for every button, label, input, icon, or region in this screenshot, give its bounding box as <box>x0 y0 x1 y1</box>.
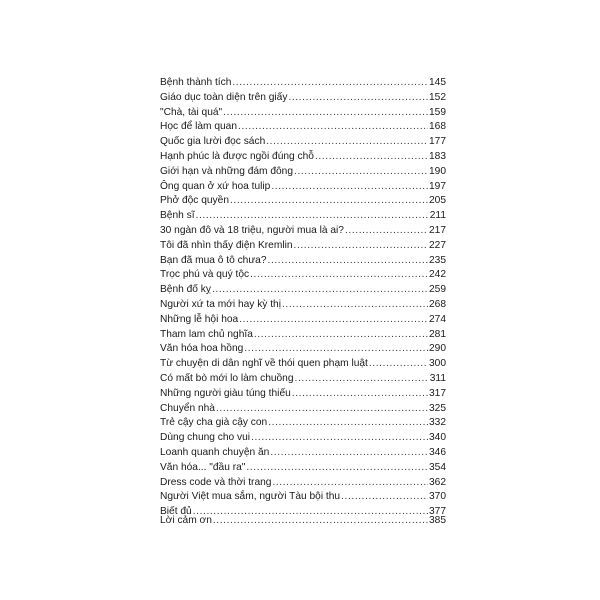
toc-entry <box>160 298 446 313</box>
toc-entry-title: Tôi đã nhìn thấy điện Kremlin <box>160 239 293 251</box>
toc-entry-title: Phở độc quyền <box>160 195 229 207</box>
toc-entry-title: "Chà, tài quá" <box>160 106 223 118</box>
toc-entry-title: Người Việt mua sắm, người Tàu bội thu <box>160 491 341 503</box>
toc-entry-title: Học để làm quan <box>160 121 238 133</box>
toc-leader-dots <box>294 165 428 180</box>
toc-entry-page: 235 <box>429 254 446 266</box>
toc-entry-page: 332 <box>429 417 446 429</box>
toc-leader-dots <box>212 283 428 298</box>
toc-entry-title: Bạn đã mua ô tô chưa? <box>160 254 267 266</box>
toc-entry-title: Có mất bò mới lo làm chuồng <box>160 372 294 384</box>
toc-entry-page: 274 <box>429 313 446 325</box>
toc-entry <box>160 490 446 505</box>
toc-entry-page: 377 <box>429 506 446 518</box>
toc-entry-title: Dùng chung cho vui <box>160 432 251 444</box>
toc-entry <box>160 416 446 431</box>
toc-leader-dots <box>254 328 428 343</box>
toc-entry-page: 183 <box>429 150 446 162</box>
toc-entry-page: 211 <box>429 210 446 222</box>
toc-leader-dots <box>196 209 429 224</box>
toc-entry-title: Bệnh thành tích <box>160 77 232 88</box>
toc-entry <box>160 328 446 343</box>
toc-acknowledgement-section <box>160 514 446 529</box>
toc-entry <box>160 91 446 106</box>
toc-leader-dots <box>282 298 428 313</box>
toc-entry <box>160 254 446 269</box>
toc-entry-title: 30 ngàn đô và 18 triệu, người mua là ai? <box>160 224 344 236</box>
toc-entry <box>160 209 446 224</box>
toc-entry <box>160 402 446 417</box>
toc-entry-page: 159 <box>429 106 446 118</box>
toc-entry-page: 242 <box>429 269 446 281</box>
toc-entry-page: 259 <box>429 284 446 296</box>
toc-entry <box>160 150 446 165</box>
toc-entry <box>160 342 446 357</box>
toc-entry-title: Biết đủ <box>160 506 192 518</box>
toc-leader-dots <box>223 106 428 121</box>
toc-leader-dots <box>315 150 428 165</box>
toc-entry-title: Những người giàu túng thiếu <box>160 387 291 399</box>
toc-entry-page: 362 <box>429 476 446 488</box>
toc-entry <box>160 283 446 298</box>
toc-leader-dots <box>230 194 428 209</box>
toc-entry-title: Dress code và thời trang <box>160 476 272 488</box>
toc-entry-title: Bệnh đố kỵ <box>160 284 211 296</box>
toc-entry <box>160 165 446 180</box>
toc-entry <box>160 180 446 195</box>
toc-leader-dots <box>268 416 428 431</box>
toc-entry-page: 190 <box>429 165 446 177</box>
toc-leader-dots <box>213 514 428 529</box>
toc-leader-dots <box>244 342 428 357</box>
toc-entry <box>160 357 446 372</box>
toc-entry-title: Giới hạn và những đám đông <box>160 165 294 177</box>
toc-entry-page: 317 <box>429 387 446 399</box>
toc-entry <box>160 106 446 121</box>
toc-entry-title: Loanh quanh chuyện ăn <box>160 446 270 458</box>
table-of-contents <box>160 76 446 520</box>
toc-entry-page: 281 <box>429 328 446 340</box>
toc-entry-page: 300 <box>429 358 446 370</box>
toc-entry <box>160 194 446 209</box>
toc-entry <box>160 431 446 446</box>
toc-entry-page: 370 <box>429 491 446 503</box>
toc-entry <box>160 135 446 150</box>
toc-entry-page: 311 <box>429 372 446 384</box>
toc-entry <box>160 313 446 328</box>
toc-entry-page: 177 <box>429 136 446 148</box>
toc-entry <box>160 268 446 283</box>
toc-entry-page: 168 <box>429 121 446 133</box>
toc-entry <box>160 120 446 135</box>
toc-entry-title: Người xứ ta mới hay kỳ thị <box>160 298 281 310</box>
toc-entry <box>160 76 446 91</box>
toc-leader-dots <box>294 239 428 254</box>
toc-entry-page: 145 <box>429 77 446 88</box>
toc-entry-page: 325 <box>429 402 446 414</box>
toc-leader-dots <box>251 431 428 446</box>
toc-leader-dots <box>288 91 428 106</box>
toc-leader-dots <box>341 490 428 505</box>
toc-leader-dots <box>232 76 428 91</box>
toc-leader-dots <box>270 446 428 461</box>
toc-entry <box>160 461 446 476</box>
toc-entry <box>160 372 446 387</box>
toc-entry-title: Giáo dục toàn diện trên giấy <box>160 91 288 103</box>
toc-leader-dots <box>268 254 428 269</box>
toc-entry-title: Văn hóa hoa hồng <box>160 343 244 355</box>
toc-entry-page: 340 <box>429 432 446 444</box>
toc-entry <box>160 446 446 461</box>
toc-entry-page: 354 <box>429 461 446 473</box>
toc-entry-title: Văn hóa... "đầu ra" <box>160 461 246 473</box>
toc-leader-dots <box>369 357 428 372</box>
toc-leader-dots <box>295 372 429 387</box>
toc-leader-dots <box>239 313 428 328</box>
toc-entry-page: 268 <box>429 298 446 310</box>
toc-entry <box>160 387 446 402</box>
toc-entry-title: Từ chuyện di dân nghĩ về thói quen phạm luật <box>160 358 368 370</box>
toc-leader-dots <box>292 387 428 402</box>
toc-entry-page: 290 <box>429 343 446 355</box>
toc-leader-dots <box>238 120 428 135</box>
toc-entry-page: 217 <box>429 224 446 236</box>
toc-leader-dots <box>246 461 428 476</box>
toc-entry-page: 385 <box>429 515 446 526</box>
toc-entry-title: Tham lam chủ nghĩa <box>160 328 253 340</box>
toc-leader-dots <box>266 135 428 150</box>
toc-entry <box>160 239 446 254</box>
toc-entry-page: 197 <box>429 180 446 192</box>
toc-entry-title: Lời cảm ơn <box>160 515 212 526</box>
toc-entry-title: Hạnh phúc là được ngồi đúng chỗ <box>160 150 314 162</box>
toc-entry-title: Chuyển nhà <box>160 402 215 414</box>
toc-entry-page: 227 <box>429 239 446 251</box>
toc-entry-title: Trẻ cậy cha già cậy con <box>160 417 268 429</box>
toc-entry-title: Những lễ hội hoa <box>160 313 239 325</box>
toc-leader-dots <box>250 268 428 283</box>
toc-entry-title: Ông quan ở xứ hoa tulip <box>160 180 271 192</box>
toc-leader-dots <box>271 180 428 195</box>
toc-leader-dots <box>216 402 428 417</box>
toc-leader-dots <box>272 476 428 491</box>
toc-entry-title: Bệnh sĩ <box>160 210 195 222</box>
toc-entry-acknowledgement <box>160 514 446 529</box>
toc-entry-page: 152 <box>429 91 446 103</box>
toc-entry-page: 205 <box>429 195 446 207</box>
toc-entry <box>160 476 446 491</box>
toc-entry-title: Trọc phú và quý tộc <box>160 269 250 281</box>
toc-entry <box>160 224 446 239</box>
toc-leader-dots <box>345 224 428 239</box>
toc-entry-title: Quốc gia lười đọc sách <box>160 136 266 148</box>
toc-entry-page: 346 <box>429 446 446 458</box>
